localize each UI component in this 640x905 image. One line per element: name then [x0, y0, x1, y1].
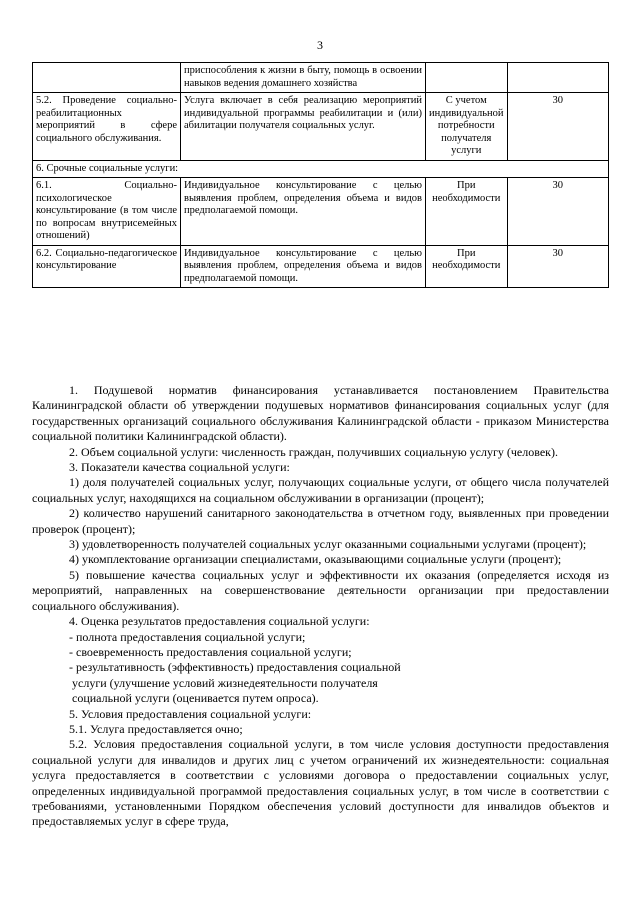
paragraph: 5.2. Условия предоставления социальной услуги, в том числе условия доступности предоставления социальной услуги для инвалидов и других лиц с учетом ограничений их жизнедеятельности: социальная услуга предоставляется в соответствии с условиями договора о предоставлении социальных услуг, определенных индивидуальной программой предоставления социальных услуг, в том числе в соответствии с требованиями, установленными Порядком обеспечения условий доступности для инвалидов объектов и предоставляемых услуг в сфере труда,: [32, 737, 609, 829]
services-table: [32, 62, 609, 288]
service-name-cell: 6.2. Социально-педагогическое консультирование: [33, 245, 181, 288]
list-item: - результативность (эффективность) предоставления социальной: [69, 660, 401, 675]
paragraph: 2) количество нарушений санитарного законодательства в отчетном году, выявленных при проведении проверок (процент);: [32, 506, 609, 536]
list-item: - своевременность предоставления социальной услуги;: [69, 644, 352, 659]
service-description-cell: Индивидуальное консультирование с целью выявления проблем, определения объема и видов предполагаемой помощи.: [181, 178, 426, 246]
paragraph: 4. Оценка результатов предоставления социальной услуги:: [69, 614, 370, 629]
service-description-cell: Услуга включает в себя реализацию мероприятий индивидуальной программы реабилитации и (или) абилитации получателя социальных услуг.: [181, 93, 426, 161]
service-name-cell: 6.1. Социально-психологическое консультирование (в том числе по вопросам внутрисемейных отношений): [33, 178, 181, 246]
service-time-cell: 30: [507, 178, 609, 246]
paragraph: 3) удовлетворенность получателей социальных услуг оказанными социальными услугами (процент);: [69, 537, 587, 552]
page-number: 3: [317, 38, 323, 52]
paragraph: 5. Условия предоставления социальной услуги:: [69, 706, 312, 721]
list-item-continuation: социальной услуги (оценивается путем опроса).: [72, 691, 319, 706]
paragraph: 5.1. Услуга предоставляется очно;: [69, 721, 243, 736]
document-body: [32, 383, 609, 830]
paragraph: 3. Показатели качества социальной услуги:: [69, 460, 290, 475]
service-name-cell: 5.2. Проведение социально-реабилитационных мероприятий в сфере социального обслуживания.: [33, 93, 181, 161]
table-row: [33, 245, 609, 288]
table-cell: [426, 63, 508, 93]
service-condition-cell: При необходимости: [426, 178, 508, 246]
table-row: [33, 93, 609, 161]
service-time-cell: 30: [507, 245, 609, 288]
list-item: - полнота предоставления социальной услуги;: [69, 629, 306, 644]
table-row: [33, 178, 609, 246]
section-heading-cell: 6. Срочные социальные услуги:: [33, 160, 609, 178]
service-time-cell: 30: [507, 93, 609, 161]
paragraph: 1. Подушевой норматив финансирования устанавливается постановлением Правительства Калининградской области об утверждении подушевых нормативов финансирования социальных услуг (для государственных организаций социального обслуживания Калининградской области - приказом Министерства социальной политики Калининградской области).: [32, 383, 609, 444]
service-condition-cell: С учетом индивидуальной потребности получателя услуги: [426, 93, 508, 161]
table-cell: приспособления к жизни в быту, помощь в освоении навыков ведения домашнего хозяйства: [181, 63, 426, 93]
table-row: [33, 160, 609, 178]
paragraph: 4) укомплектование организации специалистами, оказывающими социальные услуги (процент);: [69, 552, 562, 567]
table-cell: [507, 63, 609, 93]
service-condition-cell: При необходимости: [426, 245, 508, 288]
list-item-continuation: услуги (улучшение условий жизнедеятельности получателя: [72, 675, 378, 690]
table-row: [33, 63, 609, 93]
paragraph: 2. Объем социальной услуги: численность граждан, получивших социальную услугу (человек).: [69, 444, 558, 459]
paragraph: 1) доля получателей социальных услуг, получающих социальные услуги, от общего числа получателей социальных услуг, находящихся на социальном обслуживании в организации (процент);: [32, 475, 609, 505]
table-cell: [33, 63, 181, 93]
service-description-cell: Индивидуальное консультирование с целью выявления проблем, определения объема и видов предполагаемой помощи.: [181, 245, 426, 288]
paragraph: 5) повышение качества социальных услуг и эффективности их оказания (определяется исходя из мероприятий, направленных на совершенствование деятельности организации при предоставлении социального обслуживания).: [32, 567, 609, 613]
